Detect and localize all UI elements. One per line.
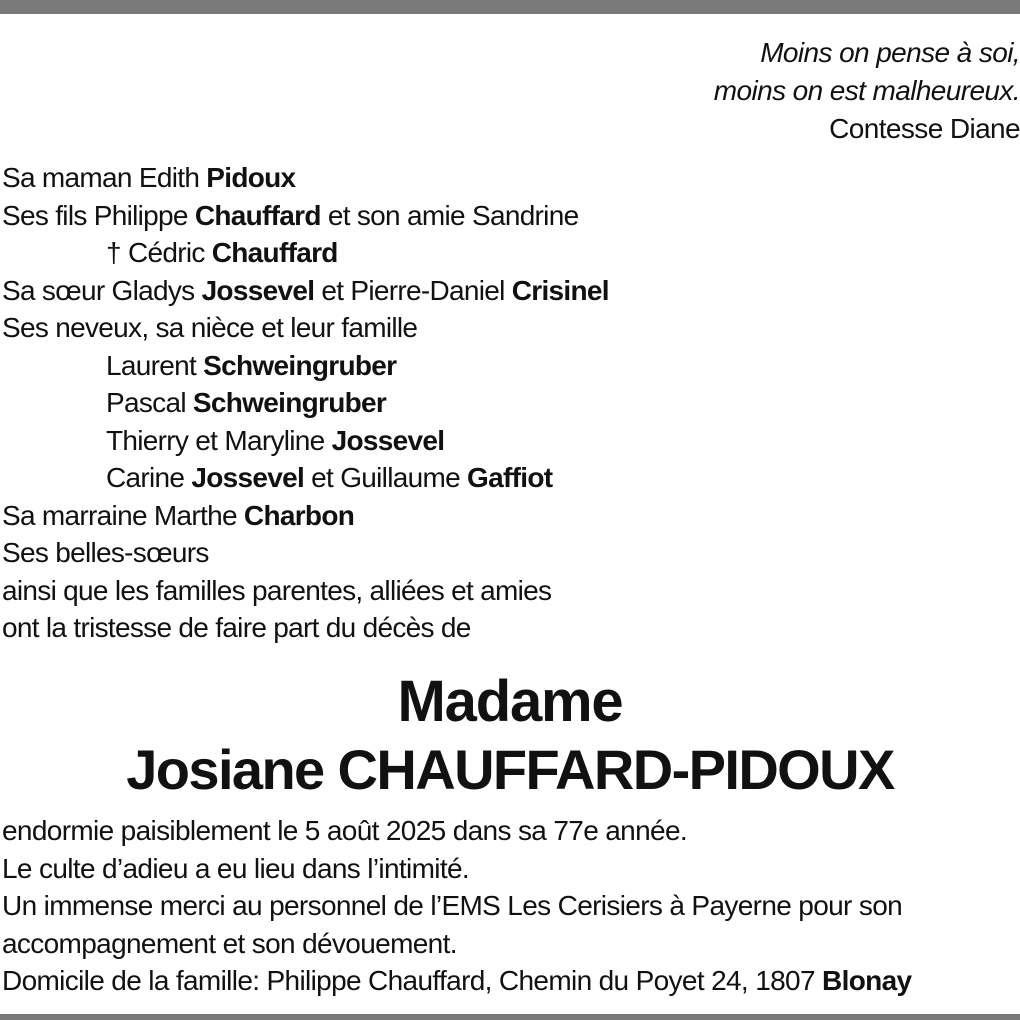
surname-bold: Charbon [243,499,355,531]
deceased-name: Josiane CHAUFFARD-PIDOUX [126,738,894,801]
closing-line [2,962,911,1000]
deceased-title: Madame [397,669,623,734]
mourner-line [2,197,609,235]
text-segment: ainsi que les familles parentes, alliées et amies [2,574,552,606]
surname-bold: Jossevel [331,424,445,456]
surname-bold: Jossevel [191,462,305,493]
closing-line [2,925,911,963]
mourner-line [2,572,609,610]
bottom-border-rule [0,1014,1020,1020]
deceased-heading [0,668,1020,804]
mourner-line [2,459,609,497]
text-segment: Laurent [106,349,204,381]
text-segment: † Cédric [106,237,212,268]
closing-line [2,850,911,888]
mourner-line [2,534,609,572]
surname-bold: Chauffard [211,237,338,268]
quote-author: Contesse Diane [829,113,1020,144]
text-segment: Ses belles-sœurs [2,537,209,568]
text-segment: endormie paisiblement le 5 août 2025 dans sa 77e année. [2,815,687,846]
closing-text [2,812,911,1000]
mourner-line [2,384,609,422]
mourner-line [2,309,609,347]
surname-bold: Jossevel [201,274,315,306]
text-segment: Domicile de la famille: Philippe Chauffard, Chemin du Poyet 24, 1807 [2,965,823,996]
text-segment: Ses neveux, sa nièce et leur famille [2,312,418,343]
surname-bold: Schweingruber [203,349,397,381]
text-segment: et Pierre-Daniel [314,274,512,306]
text-segment: ont la tristesse de faire part du décès de [2,612,471,643]
quote-line-2: moins on est malheureux. [713,75,1020,106]
text-segment: accompagnement et son dévouement. [2,927,457,959]
text-segment: Sa marraine Marthe [2,499,244,531]
closing-line [2,887,911,925]
text-segment: Sa sœur Gladys [2,274,202,306]
text-segment: Ses fils Philippe [2,199,195,231]
epigraph-quote [714,34,1020,148]
mourner-line [2,272,609,310]
surname-bold: Chauffard [194,199,321,231]
surname-bold: Blonay [822,965,912,996]
text-segment: Sa maman Edith [2,162,207,193]
mourner-line [2,497,609,535]
text-segment: Un immense merci au personnel de l’EMS Les Cerisiers à Payerne pour son [2,890,903,921]
surname-bold: Pidoux [206,162,296,193]
mourners-list [2,159,609,647]
mourner-line [2,422,609,460]
mourner-line [2,609,609,647]
text-segment: et son amie Sandrine [320,199,579,231]
top-border-rule [0,0,1020,14]
text-segment: Pascal [106,387,193,418]
text-segment: Thierry et Maryline [106,424,332,456]
mourner-line [2,347,609,385]
mourner-line [2,234,609,272]
surname-bold: Crisinel [511,274,609,306]
quote-line-1: Moins on pense à soi, [760,37,1020,68]
text-segment: Le culte d’adieu a eu lieu dans l’intimité. [2,852,470,884]
surname-bold: Gaffiot [467,462,553,493]
text-segment: Carine [106,462,192,493]
surname-bold: Schweingruber [192,387,387,418]
mourner-line [2,159,609,197]
text-segment: et Guillaume [304,462,468,493]
closing-line [2,812,911,850]
